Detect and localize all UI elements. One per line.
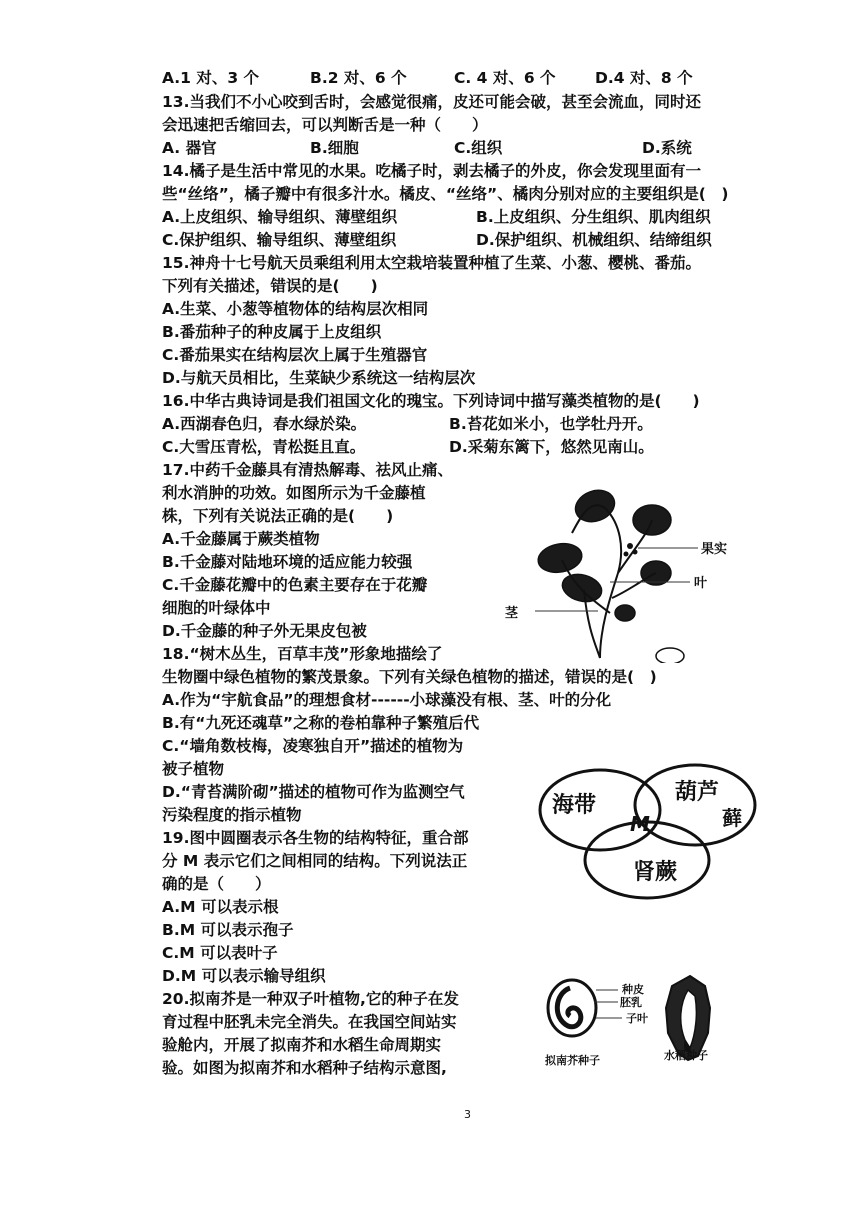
q18-option-c-2: 被子植物 bbox=[162, 760, 225, 778]
q19-option-d: D.M 可以表示输导组织 bbox=[162, 967, 326, 985]
q15-option-b: B.番茄种子的种皮属于上皮组织 bbox=[162, 323, 382, 341]
plant-label-leaf: 叶 bbox=[694, 576, 708, 591]
page-number: 3 bbox=[464, 1108, 471, 1121]
q19-option-c: C.M 可以表叶子 bbox=[162, 944, 278, 962]
q12-option-d: D.4 对、8 个 bbox=[595, 69, 693, 87]
q17-stem-1: 17.中药千金藤具有清热解毒、祛风止痛、 bbox=[162, 461, 453, 479]
q12-option-b: B.2 对、6 个 bbox=[310, 69, 407, 87]
q14-option-d: D.保护组织、机械组织、结缔组织 bbox=[476, 231, 712, 249]
q20-stem-4: 验。如图为拟南芥和水稻种子结构示意图, bbox=[162, 1059, 447, 1077]
q15-stem-1: 15.神舟十七号航天员乘组利用太空栽培装置种植了生菜、小葱、樱桃、番茄。 bbox=[162, 254, 701, 272]
q16-option-d: D.采菊东篱下，悠然见南山。 bbox=[449, 438, 654, 456]
venn-label-m: M bbox=[630, 812, 650, 836]
plant-figure bbox=[500, 478, 740, 663]
q18-option-b: B.有“九死还魂草”之称的卷柏靠种子繁殖后代 bbox=[162, 714, 480, 732]
q16-option-a: A.西湖春色归，春水绿於染。 bbox=[162, 415, 367, 433]
q14-option-a: A.上皮组织、输导组织、薄壁组织 bbox=[162, 208, 398, 226]
q16-option-b: B.苔花如米小，也学牡丹开。 bbox=[449, 415, 653, 433]
q17-option-a: A.千金藤属于蕨类植物 bbox=[162, 530, 320, 548]
q20-stem-3: 验舱内，开展了拟南芥和水稻生命周期实 bbox=[162, 1036, 442, 1054]
q20-stem-1: 20.拟南芥是一种双子叶植物,它的种子在发 bbox=[162, 990, 459, 1008]
q17-option-b: B.千金藤对陆地环境的适应能力较强 bbox=[162, 553, 413, 571]
q18-option-a: A.作为“宇航食品”的理想食材------小球藻没有根、茎、叶的分化 bbox=[162, 691, 612, 709]
q13-option-a: A. 器官 bbox=[162, 139, 217, 157]
venn-label-kelp: 海带 bbox=[552, 793, 597, 818]
q12-option-c: C. 4 对、6 个 bbox=[454, 69, 556, 87]
venn-label-fern: 肾蕨 bbox=[633, 860, 678, 885]
q16-option-c: C.大雪压青松，青松挺且直。 bbox=[162, 438, 366, 456]
seed-caption-rice: 水稻种子 bbox=[664, 1049, 708, 1062]
plant-label-stem: 茎 bbox=[505, 606, 519, 621]
q14-stem-1: 14.橘子是生活中常见的水果。吃橘子时，剥去橘子的外皮，你会发现里面有一 bbox=[162, 162, 701, 180]
q16-stem: 16.中华古典诗词是我们祖国文化的瑰宝。下列诗词中描写藻类植物的是( ) bbox=[162, 392, 700, 410]
q14-option-b: B.上皮组织、分生组织、肌肉组织 bbox=[476, 208, 711, 226]
q13-stem-1: 13.当我们不小心咬到舌时，会感觉很痛，皮还可能会破，甚至会流血，同时还 bbox=[162, 93, 701, 111]
q13-option-d: D.系统 bbox=[642, 139, 692, 157]
q17-stem-2: 利水消肿的功效。如图所示为千金藤植 bbox=[162, 484, 426, 502]
plant-label-fruit: 果实 bbox=[701, 542, 728, 557]
q15-option-c: C.番茄果实在结构层次上属于生殖器官 bbox=[162, 346, 428, 364]
q19-option-a: A.M 可以表示根 bbox=[162, 898, 279, 916]
q15-option-d: D.与航天员相比，生菜缺少系统这一结构层次 bbox=[162, 369, 476, 387]
venn-label-funaria: 葫芦 bbox=[675, 780, 720, 805]
q18-option-d-1: D.“青苔满阶砌”描述的植物可作为监测空气 bbox=[162, 783, 465, 801]
q20-stem-2: 育过程中胚乳未完全消失。在我国空间站实 bbox=[162, 1013, 457, 1031]
q17-option-c-2: 细胞的叶绿体中 bbox=[162, 599, 271, 617]
q19-stem-1: 19.图中圆圈表示各生物的结构特征，重合部 bbox=[162, 829, 469, 847]
seed-caption-arabidopsis: 拟南芥种子 bbox=[545, 1054, 600, 1067]
q12-option-a: A.1 对、3 个 bbox=[162, 69, 260, 87]
seed-label-cotyledon: 子叶 bbox=[626, 1012, 648, 1025]
q13-option-b: B.细胞 bbox=[310, 139, 359, 157]
seed-label-endosperm: 胚乳 bbox=[620, 996, 642, 1009]
q17-option-c-1: C.千金藤花瓣中的色素主要存在于花瓣 bbox=[162, 576, 428, 594]
q18-option-d-2: 污染程度的指示植物 bbox=[162, 806, 302, 824]
q18-stem-2: 生物圈中绿色植物的繁茂景象。下列有关绿色植物的描述，错误的是( ) bbox=[162, 668, 657, 686]
q14-option-c: C.保护组织、输导组织、薄壁组织 bbox=[162, 231, 397, 249]
q14-stem-2: 些“丝络”，橘子瓣中有很多汁水。橘皮、“丝络”、橘肉分别对应的主要组织是( ) bbox=[162, 185, 729, 203]
q17-option-d: D.千金藤的种子外无果皮包被 bbox=[162, 622, 367, 640]
q19-stem-2: 分 M 表示它们之间相同的结构。下列说法正 bbox=[162, 852, 468, 870]
q18-stem-1: 18.“树木丛生，百草丰茂”形象地描绘了 bbox=[162, 645, 443, 663]
q15-stem-2: 下列有关描述，错误的是( ) bbox=[162, 277, 378, 295]
q17-stem-3: 株，下列有关说法正确的是( ) bbox=[162, 507, 394, 525]
q15-option-a: A.生菜、小葱等植物体的结构层次相同 bbox=[162, 300, 429, 318]
venn-label-funaria-2: 藓 bbox=[722, 806, 742, 830]
q13-stem-2: 会迅速把舌缩回去，可以判断舌是一种（ ） bbox=[162, 116, 488, 134]
q19-option-b: B.M 可以表示孢子 bbox=[162, 921, 294, 939]
q18-option-c-1: C.“墙角数枝梅，凌寒独自开”描述的植物为 bbox=[162, 737, 464, 755]
q13-option-c: C.组织 bbox=[454, 139, 503, 157]
seed-label-seed-coat: 种皮 bbox=[622, 983, 644, 996]
q19-stem-3: 确的是（ ） bbox=[162, 875, 271, 893]
